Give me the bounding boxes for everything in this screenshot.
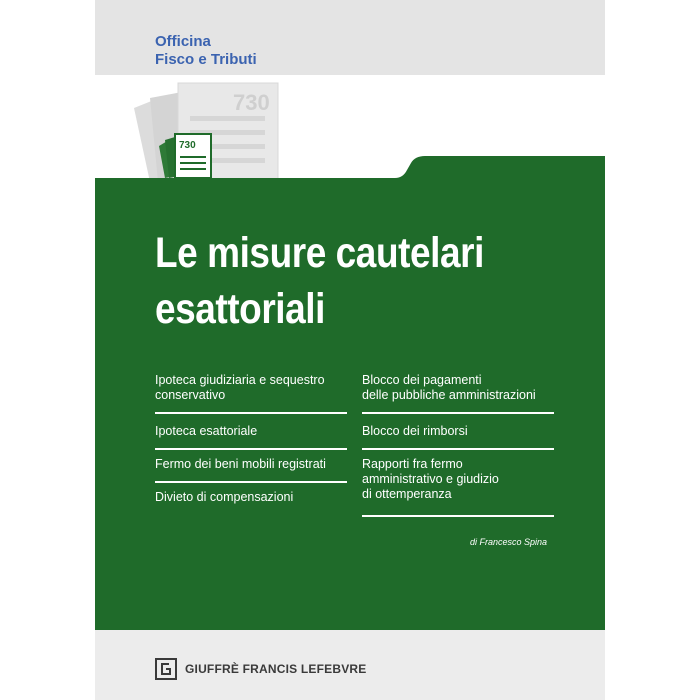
topic-item: [155, 373, 325, 403]
small-form-number: 730: [179, 140, 196, 151]
series-line-1: Officina: [155, 33, 211, 50]
publisher-name: GIUFFRÈ FRANCIS LEFEBVRE: [185, 662, 367, 676]
topic-item: [155, 490, 293, 505]
series-line-2: Fisco e Tributi: [155, 51, 257, 68]
topic-text: Blocco dei rimborsi: [362, 424, 468, 438]
title-line-2: esattoriali: [155, 285, 325, 333]
author-credit: di Francesco Spina: [470, 537, 548, 547]
topic-text: Rapporti fra fermo amministrativo e giudizio di ottemperanza: [362, 457, 499, 501]
book-title: [155, 225, 484, 337]
topic-divider: [362, 412, 554, 414]
book-cover: [95, 0, 605, 700]
topic-text: Ipoteca giudiziaria e sequestro conservativo: [155, 373, 325, 402]
publisher-logo: [155, 658, 366, 680]
topic-divider: [155, 481, 347, 483]
topic-text: Divieto di compensazioni: [155, 490, 294, 504]
topic-text: Blocco dei pagamenti delle pubbliche amministrazioni: [362, 373, 536, 402]
series-name: [155, 33, 257, 69]
document-icon-small: [155, 132, 215, 180]
topic-divider: [155, 412, 347, 414]
topic-item: [155, 424, 257, 439]
topic-item: [362, 457, 499, 502]
topic-text: Ipoteca esattoriale: [155, 424, 258, 438]
topic-divider: [362, 448, 554, 450]
publisher-mark-icon: [155, 658, 177, 680]
topic-divider: [362, 515, 554, 517]
topic-item: [362, 373, 536, 403]
topic-item: [155, 457, 326, 472]
topic-divider: [155, 448, 347, 450]
topic-item: [362, 424, 468, 439]
big-form-number: 730: [233, 90, 270, 115]
topic-text: Fermo dei beni mobili registrati: [155, 457, 326, 471]
title-line-1: Le misure cautelari: [155, 229, 484, 277]
